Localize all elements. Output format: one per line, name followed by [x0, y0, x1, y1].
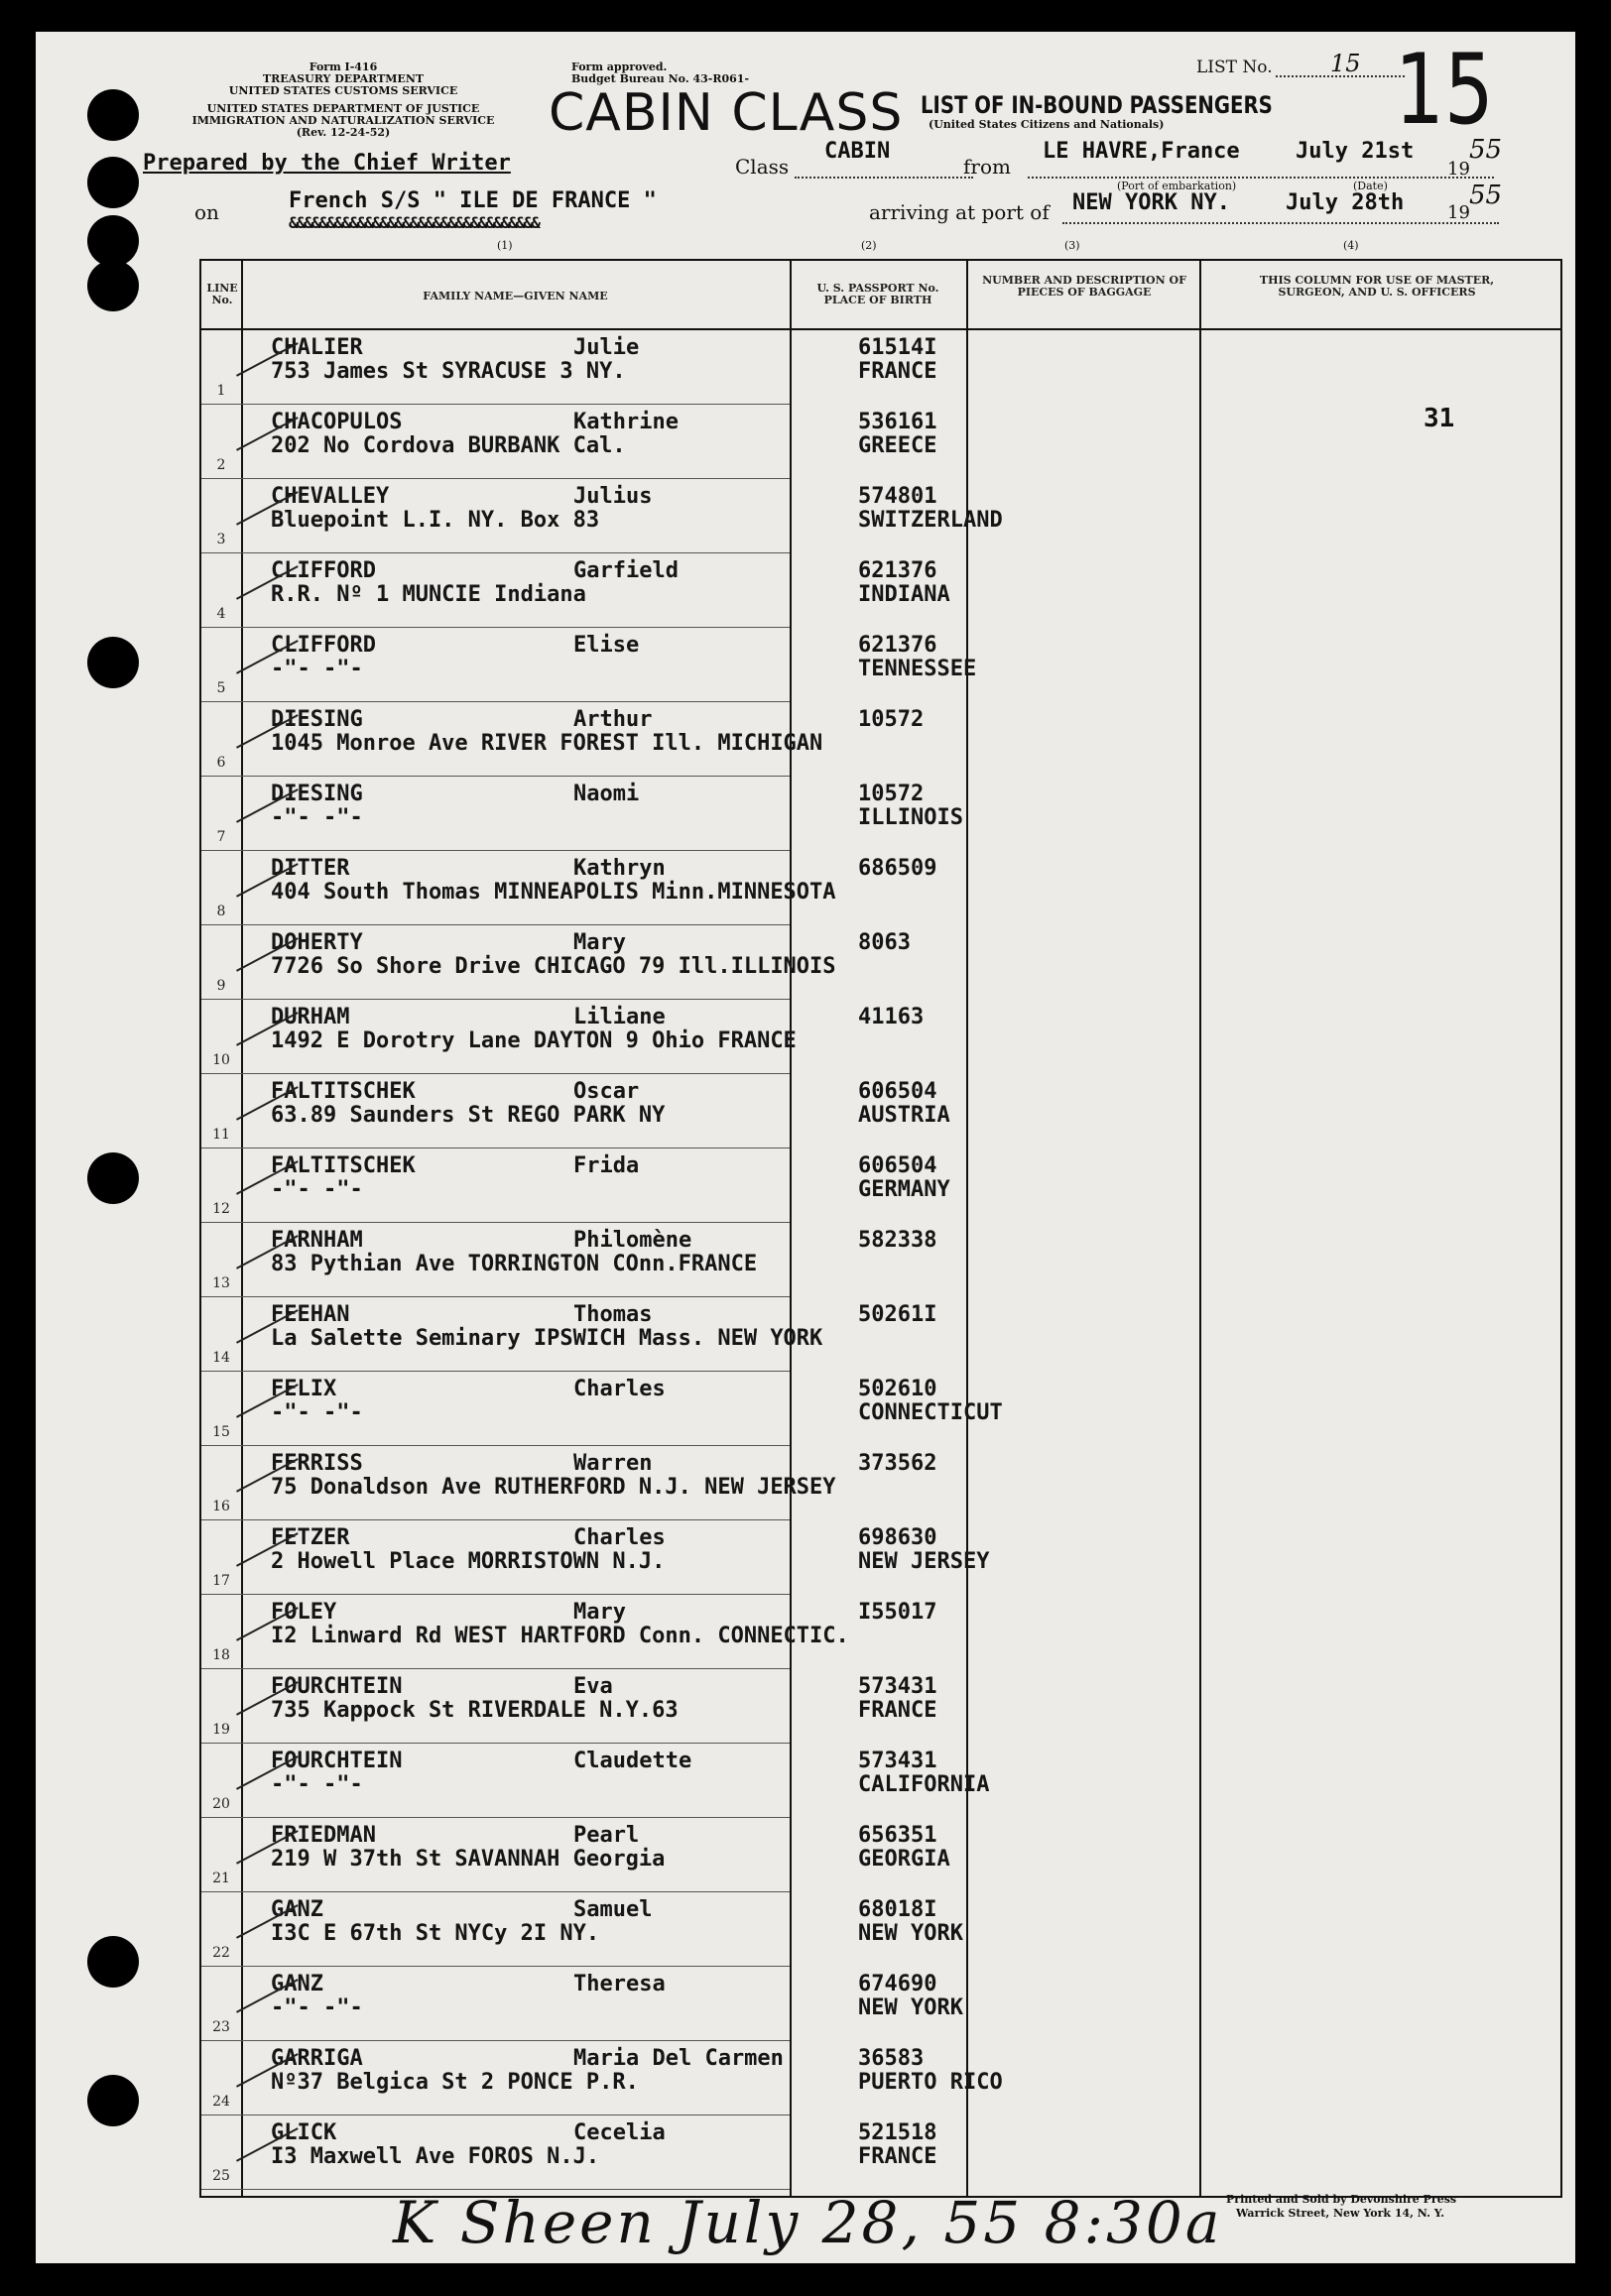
passport-no: 10572 — [858, 707, 925, 732]
family-name: CHALIER — [271, 335, 363, 360]
address: 7726 So Shore Drive CHICAGO 79 Ill.ILLINOIS — [271, 954, 836, 979]
passport-no: 573431 — [858, 1749, 937, 1773]
address: R.R. Nº 1 MUNCIE Indiana — [271, 582, 586, 607]
col-num-3: (3) — [1064, 239, 1080, 252]
line-number: 2 — [216, 457, 226, 473]
passport-no: I55017 — [858, 1600, 937, 1625]
given-name: Claudette — [573, 1749, 692, 1773]
address: Bluepoint L.I. NY. Box 83 — [271, 508, 600, 533]
col-num-1: (1) — [497, 239, 513, 252]
form-approved: Form approved. — [571, 60, 668, 73]
punch-hole — [87, 1152, 139, 1204]
given-name: Kathrine — [573, 410, 679, 434]
passport-no: 8063 — [858, 930, 911, 955]
punch-hole — [87, 157, 139, 208]
header-name: FAMILY NAME—GIVEN NAME — [423, 290, 608, 302]
line-number: 21 — [212, 1871, 230, 1886]
manifest-page — [36, 32, 1575, 2263]
address: 2 Howell Place MORRISTOWN N.J. — [271, 1549, 666, 1574]
address: 404 South Thomas MINNEAPOLIS Minn.MINNESOTA — [271, 880, 836, 905]
table-row — [201, 1372, 1560, 1446]
list-no-label: LIST No. — [1196, 58, 1273, 77]
punch-hole — [87, 1936, 139, 1988]
given-name: Naomi — [573, 782, 640, 806]
on-label: on — [194, 200, 219, 224]
given-name: Pearl — [573, 1823, 640, 1848]
family-name: FRIEDMAN — [271, 1823, 376, 1848]
given-name: Charles — [573, 1377, 666, 1401]
place-of-birth: CALIFORNIA — [858, 1772, 990, 1797]
table-row — [201, 1297, 1560, 1372]
vessel-name: French S/S " ILE DE FRANCE " — [289, 188, 657, 213]
justice-label: UNITED STATES DEPARTMENT OF JUSTICE — [206, 102, 480, 115]
address: 1492 E Dorotry Lane DAYTON 9 Ohio FRANCE — [271, 1028, 797, 1053]
place-of-birth: GERMANY — [858, 1177, 950, 1202]
line-number: 14 — [212, 1350, 230, 1366]
table-row — [201, 1520, 1560, 1595]
passport-no: 582338 — [858, 1228, 937, 1253]
address: -"- -"- — [271, 1772, 363, 1797]
family-name: FALTITSCHEK — [271, 1079, 416, 1104]
address: 1045 Monroe Ave RIVER FOREST Ill. MICHIGAN — [271, 731, 823, 756]
passport-no: 606504 — [858, 1079, 937, 1104]
passport-no: 502610 — [858, 1377, 937, 1401]
passport-no: 656351 — [858, 1823, 937, 1848]
place-of-birth: GREECE — [858, 433, 937, 458]
given-name: Charles — [573, 1525, 666, 1550]
line-number: 6 — [216, 755, 226, 771]
address: -"- -"- — [271, 1400, 363, 1425]
col-num-4: (4) — [1343, 239, 1359, 252]
given-name: Julie — [573, 335, 640, 360]
line-number: 8 — [216, 904, 226, 919]
class-label: Class — [735, 155, 790, 179]
family-name: GANZ — [271, 1972, 323, 1996]
table-row — [201, 851, 1560, 925]
line-number: 20 — [212, 1796, 230, 1812]
place-of-birth: INDIANA — [858, 582, 950, 607]
line-number: 15 — [212, 1424, 230, 1440]
line-number: 17 — [212, 1573, 230, 1589]
family-name: CLIFFORD — [271, 558, 376, 583]
table-row — [201, 2041, 1560, 2115]
line-number: 9 — [216, 978, 226, 994]
table-row — [201, 1669, 1560, 1744]
col-num-2: (2) — [861, 239, 877, 252]
passport-no: 606504 — [858, 1153, 937, 1178]
line-number: 23 — [212, 2019, 230, 2035]
line-number: 16 — [212, 1499, 230, 1514]
place-of-birth: PUERTO RICO — [858, 2070, 1003, 2095]
place-of-birth: ILLINOIS — [858, 805, 963, 830]
table-row — [201, 925, 1560, 1000]
given-name: Arthur — [573, 707, 653, 732]
passport-no: 10572 — [858, 782, 925, 806]
from-label: from — [963, 155, 1011, 179]
family-name: FARNHAM — [271, 1228, 363, 1253]
family-name: DOHERTY — [271, 930, 363, 955]
list-no-stamp: 15 — [1395, 34, 1494, 147]
family-name: DIESING — [271, 707, 363, 732]
table-row — [201, 1000, 1560, 1074]
family-name: GLICK — [271, 2120, 337, 2145]
header-line-no: LINE No. — [206, 282, 238, 306]
arrival-year: 55 — [1469, 181, 1503, 210]
given-name: Mary — [573, 1600, 626, 1625]
place-of-birth: NEW JERSEY — [858, 1549, 990, 1574]
place-of-birth: SWITZERLAND — [858, 508, 1003, 533]
family-name: DITTER — [271, 856, 350, 881]
header-baggage: NUMBER AND DESCRIPTION OF PIECES OF BAGGAGE — [982, 274, 1186, 299]
officer-note: 31 — [1424, 404, 1455, 433]
embark-year: 55 — [1469, 135, 1503, 165]
passport-no: 574801 — [858, 484, 937, 509]
arriving-dots — [1062, 222, 1499, 224]
class-value: CABIN — [824, 139, 891, 164]
address: 753 James St SYRACUSE 3 NY. — [271, 359, 626, 384]
line-number: 25 — [212, 2168, 230, 2184]
table-row — [201, 479, 1560, 553]
given-name: Oscar — [573, 1079, 640, 1104]
place-of-birth: FRANCE — [858, 1698, 937, 1723]
header-passport: U. S. PASSPORT No. PLACE OF BIRTH — [816, 282, 939, 306]
family-name: FOLEY — [271, 1600, 337, 1625]
address: -"- -"- — [271, 1995, 363, 2020]
list-title: LIST OF IN-BOUND PASSENGERS — [921, 91, 1273, 119]
given-name: Elise — [573, 633, 640, 658]
approval-block — [571, 61, 749, 85]
line-number: 24 — [212, 2094, 230, 2110]
given-name: Eva — [573, 1674, 613, 1699]
address: 202 No Cordova BURBANK Cal. — [271, 433, 626, 458]
address: -"- -"- — [271, 1177, 363, 1202]
passenger-table — [199, 259, 1562, 2198]
line-number: 3 — [216, 532, 226, 547]
treasury-label: TREASURY DEPARTMENT — [262, 72, 425, 85]
passport-no: 536161 — [858, 410, 937, 434]
punch-hole — [87, 260, 139, 311]
address: I2 Linward Rd WEST HARTFORD Conn. CONNECTIC. — [271, 1624, 849, 1648]
given-name: Samuel — [573, 1897, 653, 1922]
given-name: Julius — [573, 484, 653, 509]
line-number: 13 — [212, 1275, 230, 1291]
line-number: 4 — [216, 606, 226, 622]
family-name: FELIX — [271, 1377, 337, 1401]
arrival-date: July 28th — [1286, 190, 1405, 215]
line-number: 18 — [212, 1647, 230, 1663]
customs-label: UNITED STATES CUSTOMS SERVICE — [228, 84, 458, 97]
given-name: Kathryn — [573, 856, 666, 881]
passport-no: 621376 — [858, 558, 937, 583]
passport-no: 41163 — [858, 1005, 925, 1029]
table-row — [201, 1818, 1560, 1892]
place-of-birth: AUSTRIA — [858, 1103, 950, 1128]
table-row — [201, 1223, 1560, 1297]
passport-no: 61514I — [858, 335, 937, 360]
passport-no: 50261I — [858, 1302, 937, 1327]
table-row — [201, 1595, 1560, 1669]
passport-no: 68018I — [858, 1897, 937, 1922]
printer-line-1: Printed and Sold by Devonshire Press — [1226, 2193, 1457, 2206]
family-name: FOURCHTEIN — [271, 1749, 403, 1773]
cabin-class-stamp: CABIN CLASS — [549, 83, 904, 143]
line-number: 7 — [216, 829, 226, 845]
table-row — [201, 1892, 1560, 1967]
arrival-port: NEW YORK NY. — [1072, 190, 1230, 215]
family-name: GANZ — [271, 1897, 323, 1922]
family-name: FERRISS — [271, 1451, 363, 1476]
address: -"- -"- — [271, 657, 363, 681]
line-number: 5 — [216, 680, 226, 696]
place-of-birth: GEORGIA — [858, 1847, 950, 1872]
place-of-birth: NEW YORK — [858, 1921, 963, 1946]
address: 219 W 37th St SAVANNAH Georgia — [271, 1847, 666, 1872]
family-name: FEEHAN — [271, 1302, 350, 1327]
arriving-label: arriving at port of — [869, 200, 1050, 224]
line-number: 11 — [212, 1127, 230, 1143]
address: -"- -"- — [271, 805, 363, 830]
family-name: FALTITSCHEK — [271, 1153, 416, 1178]
passport-no: 674690 — [858, 1972, 937, 1996]
table-row — [201, 1148, 1560, 1223]
given-name: Maria Del Carmen — [573, 2046, 784, 2071]
passport-no: 36583 — [858, 2046, 925, 2071]
passport-no: 373562 — [858, 1451, 937, 1476]
list-no-typed: 15 — [1330, 50, 1361, 77]
family-name: DURHAM — [271, 1005, 350, 1029]
table-row — [201, 330, 1560, 405]
address: 75 Donaldson Ave RUTHERFORD N.J. NEW JERSEY — [271, 1475, 836, 1500]
address: 735 Kappock St RIVERDALE N.Y.63 — [271, 1698, 679, 1723]
form-number: Form I-416 — [309, 60, 378, 73]
family-name: GARRIGA — [271, 2046, 363, 2071]
arrival-year-prefix: 19 — [1447, 202, 1470, 223]
table-row — [201, 405, 1560, 479]
punch-hole — [87, 637, 139, 688]
embark-date: July 21st — [1296, 139, 1415, 164]
embark-year-prefix: 19 — [1447, 159, 1470, 180]
table-row — [201, 777, 1560, 851]
given-name: Frida — [573, 1153, 640, 1178]
given-name: Philomène — [573, 1228, 692, 1253]
place-of-birth: FRANCE — [858, 2144, 937, 2169]
table-row — [201, 702, 1560, 777]
punch-hole — [87, 89, 139, 141]
place-of-birth: NEW YORK — [858, 1995, 963, 2020]
ins-label: IMMIGRATION AND NATURALIZATION SERVICE — [191, 114, 495, 127]
table-row — [201, 553, 1560, 628]
line-number: 19 — [212, 1722, 230, 1738]
table-row — [201, 2115, 1560, 2190]
list-subtitle: (United States Citizens and Nationals) — [929, 118, 1165, 131]
family-name: FOURCHTEIN — [271, 1674, 403, 1699]
line-number: 1 — [216, 383, 226, 399]
table-row — [201, 1744, 1560, 1818]
place-of-birth: TENNESSEE — [858, 657, 977, 681]
given-name: Garfield — [573, 558, 679, 583]
inspector-signature: K Sheen July 28, 55 8:30a — [393, 2189, 1223, 2256]
family-name: FETZER — [271, 1525, 350, 1550]
given-name: Liliane — [573, 1005, 666, 1029]
given-name: Thomas — [573, 1302, 653, 1327]
prepared-by: Prepared by the Chief Writer — [143, 151, 511, 176]
family-name: DIESING — [271, 782, 363, 806]
header-officers: THIS COLUMN FOR USE OF MASTER, SURGEON, AND U. S. OFFICERS — [1259, 274, 1495, 299]
family-name: CHEVALLEY — [271, 484, 390, 509]
port-caption: (Port of embarkation) — [1117, 180, 1237, 192]
passport-no: 521518 — [858, 2120, 937, 2145]
place-of-birth: CONNECTICUT — [858, 1400, 1003, 1425]
class-dots — [795, 177, 973, 179]
family-name: CLIFFORD — [271, 633, 376, 658]
form-id-block — [180, 61, 507, 139]
given-name: Mary — [573, 930, 626, 955]
punch-hole — [87, 2075, 139, 2126]
address: 63.89 Saunders St REGO PARK NY — [271, 1103, 666, 1128]
line-number: 12 — [212, 1201, 230, 1217]
passport-no: 573431 — [858, 1674, 937, 1699]
table-row — [201, 1074, 1560, 1148]
passport-no: 621376 — [858, 633, 937, 658]
passport-no: 686509 — [858, 856, 937, 881]
address: La Salette Seminary IPSWICH Mass. NEW YORK — [271, 1326, 823, 1351]
given-name: Theresa — [573, 1972, 666, 1996]
passport-no: 698630 — [858, 1525, 937, 1550]
family-name: CHACOPULOS — [271, 410, 403, 434]
line-number: 22 — [212, 1945, 230, 1961]
table-row — [201, 1446, 1560, 1520]
date-caption: (Date) — [1353, 180, 1388, 192]
table-row — [201, 1967, 1560, 2041]
revision-label: (Rev. 12-24-52) — [296, 126, 391, 139]
address: I3C E 67th St NYCy 2I NY. — [271, 1921, 600, 1946]
table-row — [201, 628, 1560, 702]
given-name: Cecelia — [573, 2120, 666, 2145]
printer-line-2: Warrick Street, New York 14, N. Y. — [1236, 2207, 1445, 2220]
vessel-strikeout: &&&&&&&&&&&&&&&&&&&&&&&&&&&&&&&&& — [289, 213, 539, 232]
from-dots — [1028, 177, 1494, 179]
address: I3 Maxwell Ave FOROS N.J. — [271, 2144, 600, 2169]
budget-bureau: Budget Bureau No. 43-R061- — [571, 72, 750, 85]
place-of-birth: FRANCE — [858, 359, 937, 384]
given-name: Warren — [573, 1451, 653, 1476]
address: 83 Pythian Ave TORRINGTON COnn.FRANCE — [271, 1252, 758, 1276]
line-number: 10 — [212, 1052, 230, 1068]
embark-port: LE HAVRE,France — [1043, 139, 1240, 164]
address: Nº37 Belgica St 2 PONCE P.R. — [271, 2070, 639, 2095]
